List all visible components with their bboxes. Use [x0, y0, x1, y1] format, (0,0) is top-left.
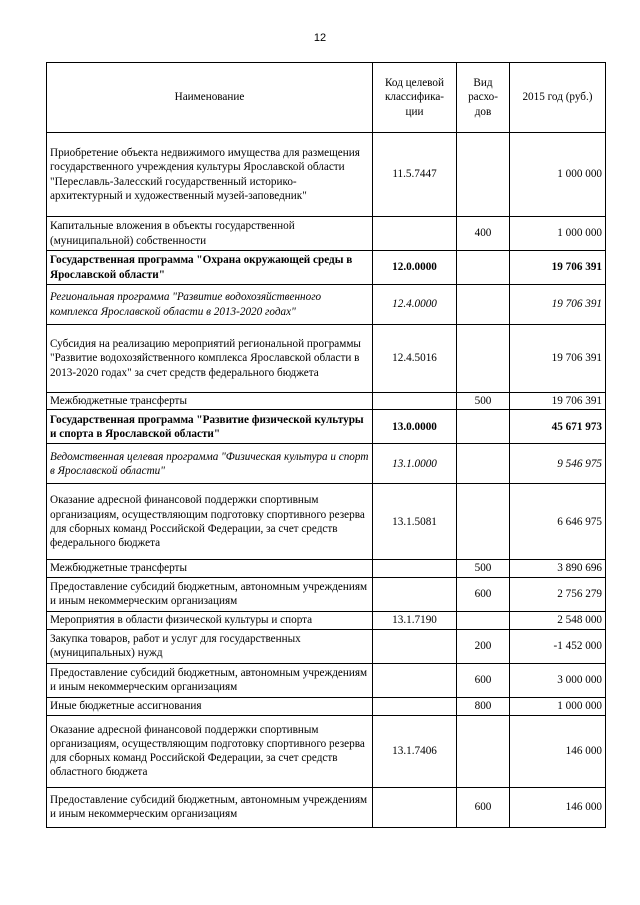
row-amount: 2 756 279 — [510, 577, 606, 611]
row-type: 600 — [457, 787, 510, 827]
row-code — [373, 787, 457, 827]
row-name: Закупка товаров, работ и услуг для государственных (муниципальных) нужд — [47, 629, 373, 663]
row-type — [457, 325, 510, 393]
row-type: 500 — [457, 393, 510, 410]
table-body — [47, 133, 606, 828]
row-code — [373, 393, 457, 410]
row-code — [373, 629, 457, 663]
row-name: Предоставление субсидий бюджетным, автономным учреждениям и иным некоммерческим организациям — [47, 577, 373, 611]
row-amount: 6 646 975 — [510, 484, 606, 560]
row-code: 13.1.0000 — [373, 444, 457, 484]
budget-table — [46, 62, 606, 828]
row-type: 400 — [457, 217, 510, 251]
row-type — [457, 611, 510, 629]
table-row — [47, 133, 606, 217]
table-row — [47, 444, 606, 484]
table-row — [47, 217, 606, 251]
row-amount: 19 706 391 — [510, 251, 606, 285]
row-type — [457, 484, 510, 560]
page-number: 12 — [313, 32, 327, 44]
row-amount: 45 671 973 — [510, 410, 606, 444]
row-amount: 3 890 696 — [510, 560, 606, 577]
table-row — [47, 285, 606, 325]
row-code: 13.1.7406 — [373, 715, 457, 787]
row-amount: 9 546 975 — [510, 444, 606, 484]
row-name: Государственная программа "Охрана окружающей среды в Ярославской области" — [47, 251, 373, 285]
row-code: 12.4.0000 — [373, 285, 457, 325]
row-name: Капитальные вложения в объекты государственной (муниципальной) собственности — [47, 217, 373, 251]
header-amount: 2015 год (руб.) — [510, 63, 606, 133]
table-row — [47, 787, 606, 827]
table-row — [47, 715, 606, 787]
row-code: 11.5.7447 — [373, 133, 457, 217]
table-row — [47, 629, 606, 663]
row-code — [373, 560, 457, 577]
row-name: Приобретение объекта недвижимого имущества для размещения государственного учреждения культуры Ярославской области "Переславль-Залесский государственный историко-архитектурный и художественный музей-заповедник" — [47, 133, 373, 217]
header-type: Вид расхо-дов — [457, 63, 510, 133]
header-code: Код целевой классифика-ции — [373, 63, 457, 133]
row-code: 12.4.5016 — [373, 325, 457, 393]
row-amount: 19 706 391 — [510, 325, 606, 393]
row-code: 12.0.0000 — [373, 251, 457, 285]
row-type — [457, 444, 510, 484]
row-name: Предоставление субсидий бюджетным, автономным учреждениям и иным некоммерческим организациям — [47, 663, 373, 697]
row-amount: 2 548 000 — [510, 611, 606, 629]
row-name: Региональная программа "Развитие водохозяйственного комплекса Ярославской области в 2013-2020 годах" — [47, 285, 373, 325]
row-amount: 146 000 — [510, 715, 606, 787]
row-amount: 1 000 000 — [510, 217, 606, 251]
row-name: Межбюджетные трансферты — [47, 560, 373, 577]
row-code — [373, 577, 457, 611]
table-row — [47, 697, 606, 715]
table-row — [47, 251, 606, 285]
table-row — [47, 560, 606, 577]
row-code — [373, 697, 457, 715]
row-amount: -1 452 000 — [510, 629, 606, 663]
row-amount: 1 000 000 — [510, 133, 606, 217]
row-code — [373, 663, 457, 697]
table-row — [47, 325, 606, 393]
row-name: Государственная программа "Развитие физической культуры и спорта в Ярославской области" — [47, 410, 373, 444]
row-amount: 19 706 391 — [510, 393, 606, 410]
table-row — [47, 611, 606, 629]
row-type: 800 — [457, 697, 510, 715]
table-header-row — [47, 63, 606, 133]
row-amount: 146 000 — [510, 787, 606, 827]
table-row — [47, 577, 606, 611]
row-code: 13.1.7190 — [373, 611, 457, 629]
row-name: Оказание адресной финансовой поддержки спортивным организациям, осуществляющим подготовку спортивного резерва для сборных команд Российской Федерации, за счет средств областного бюджета — [47, 715, 373, 787]
row-type: 600 — [457, 577, 510, 611]
table-row — [47, 393, 606, 410]
row-type — [457, 715, 510, 787]
row-code: 13.0.0000 — [373, 410, 457, 444]
row-code: 13.1.5081 — [373, 484, 457, 560]
row-amount: 1 000 000 — [510, 697, 606, 715]
table-row — [47, 410, 606, 444]
row-type: 500 — [457, 560, 510, 577]
row-name: Предоставление субсидий бюджетным, автономным учреждениям и иным некоммерческим организациям — [47, 787, 373, 827]
row-type — [457, 285, 510, 325]
row-name: Мероприятия в области физической культуры и спорта — [47, 611, 373, 629]
row-type — [457, 251, 510, 285]
row-type — [457, 133, 510, 217]
row-amount: 3 000 000 — [510, 663, 606, 697]
header-name: Наименование — [47, 63, 373, 133]
row-type: 200 — [457, 629, 510, 663]
row-name: Ведомственная целевая программа "Физическая культура и спорт в Ярославской области" — [47, 444, 373, 484]
table-row — [47, 484, 606, 560]
row-name: Иные бюджетные ассигнования — [47, 697, 373, 715]
table-row — [47, 663, 606, 697]
row-name: Субсидия на реализацию мероприятий региональной программы "Развитие водохозяйственного комплекса Ярославской области в 2013-2020 годах" за счет средств федерального бюджета — [47, 325, 373, 393]
row-type — [457, 410, 510, 444]
row-name: Оказание адресной финансовой поддержки спортивным организациям, осуществляющим подготовку спортивного резерва для сборных команд Российской Федерации, за счет средств федерального бюджета — [47, 484, 373, 560]
row-code — [373, 217, 457, 251]
row-name: Межбюджетные трансферты — [47, 393, 373, 410]
row-amount: 19 706 391 — [510, 285, 606, 325]
row-type: 600 — [457, 663, 510, 697]
